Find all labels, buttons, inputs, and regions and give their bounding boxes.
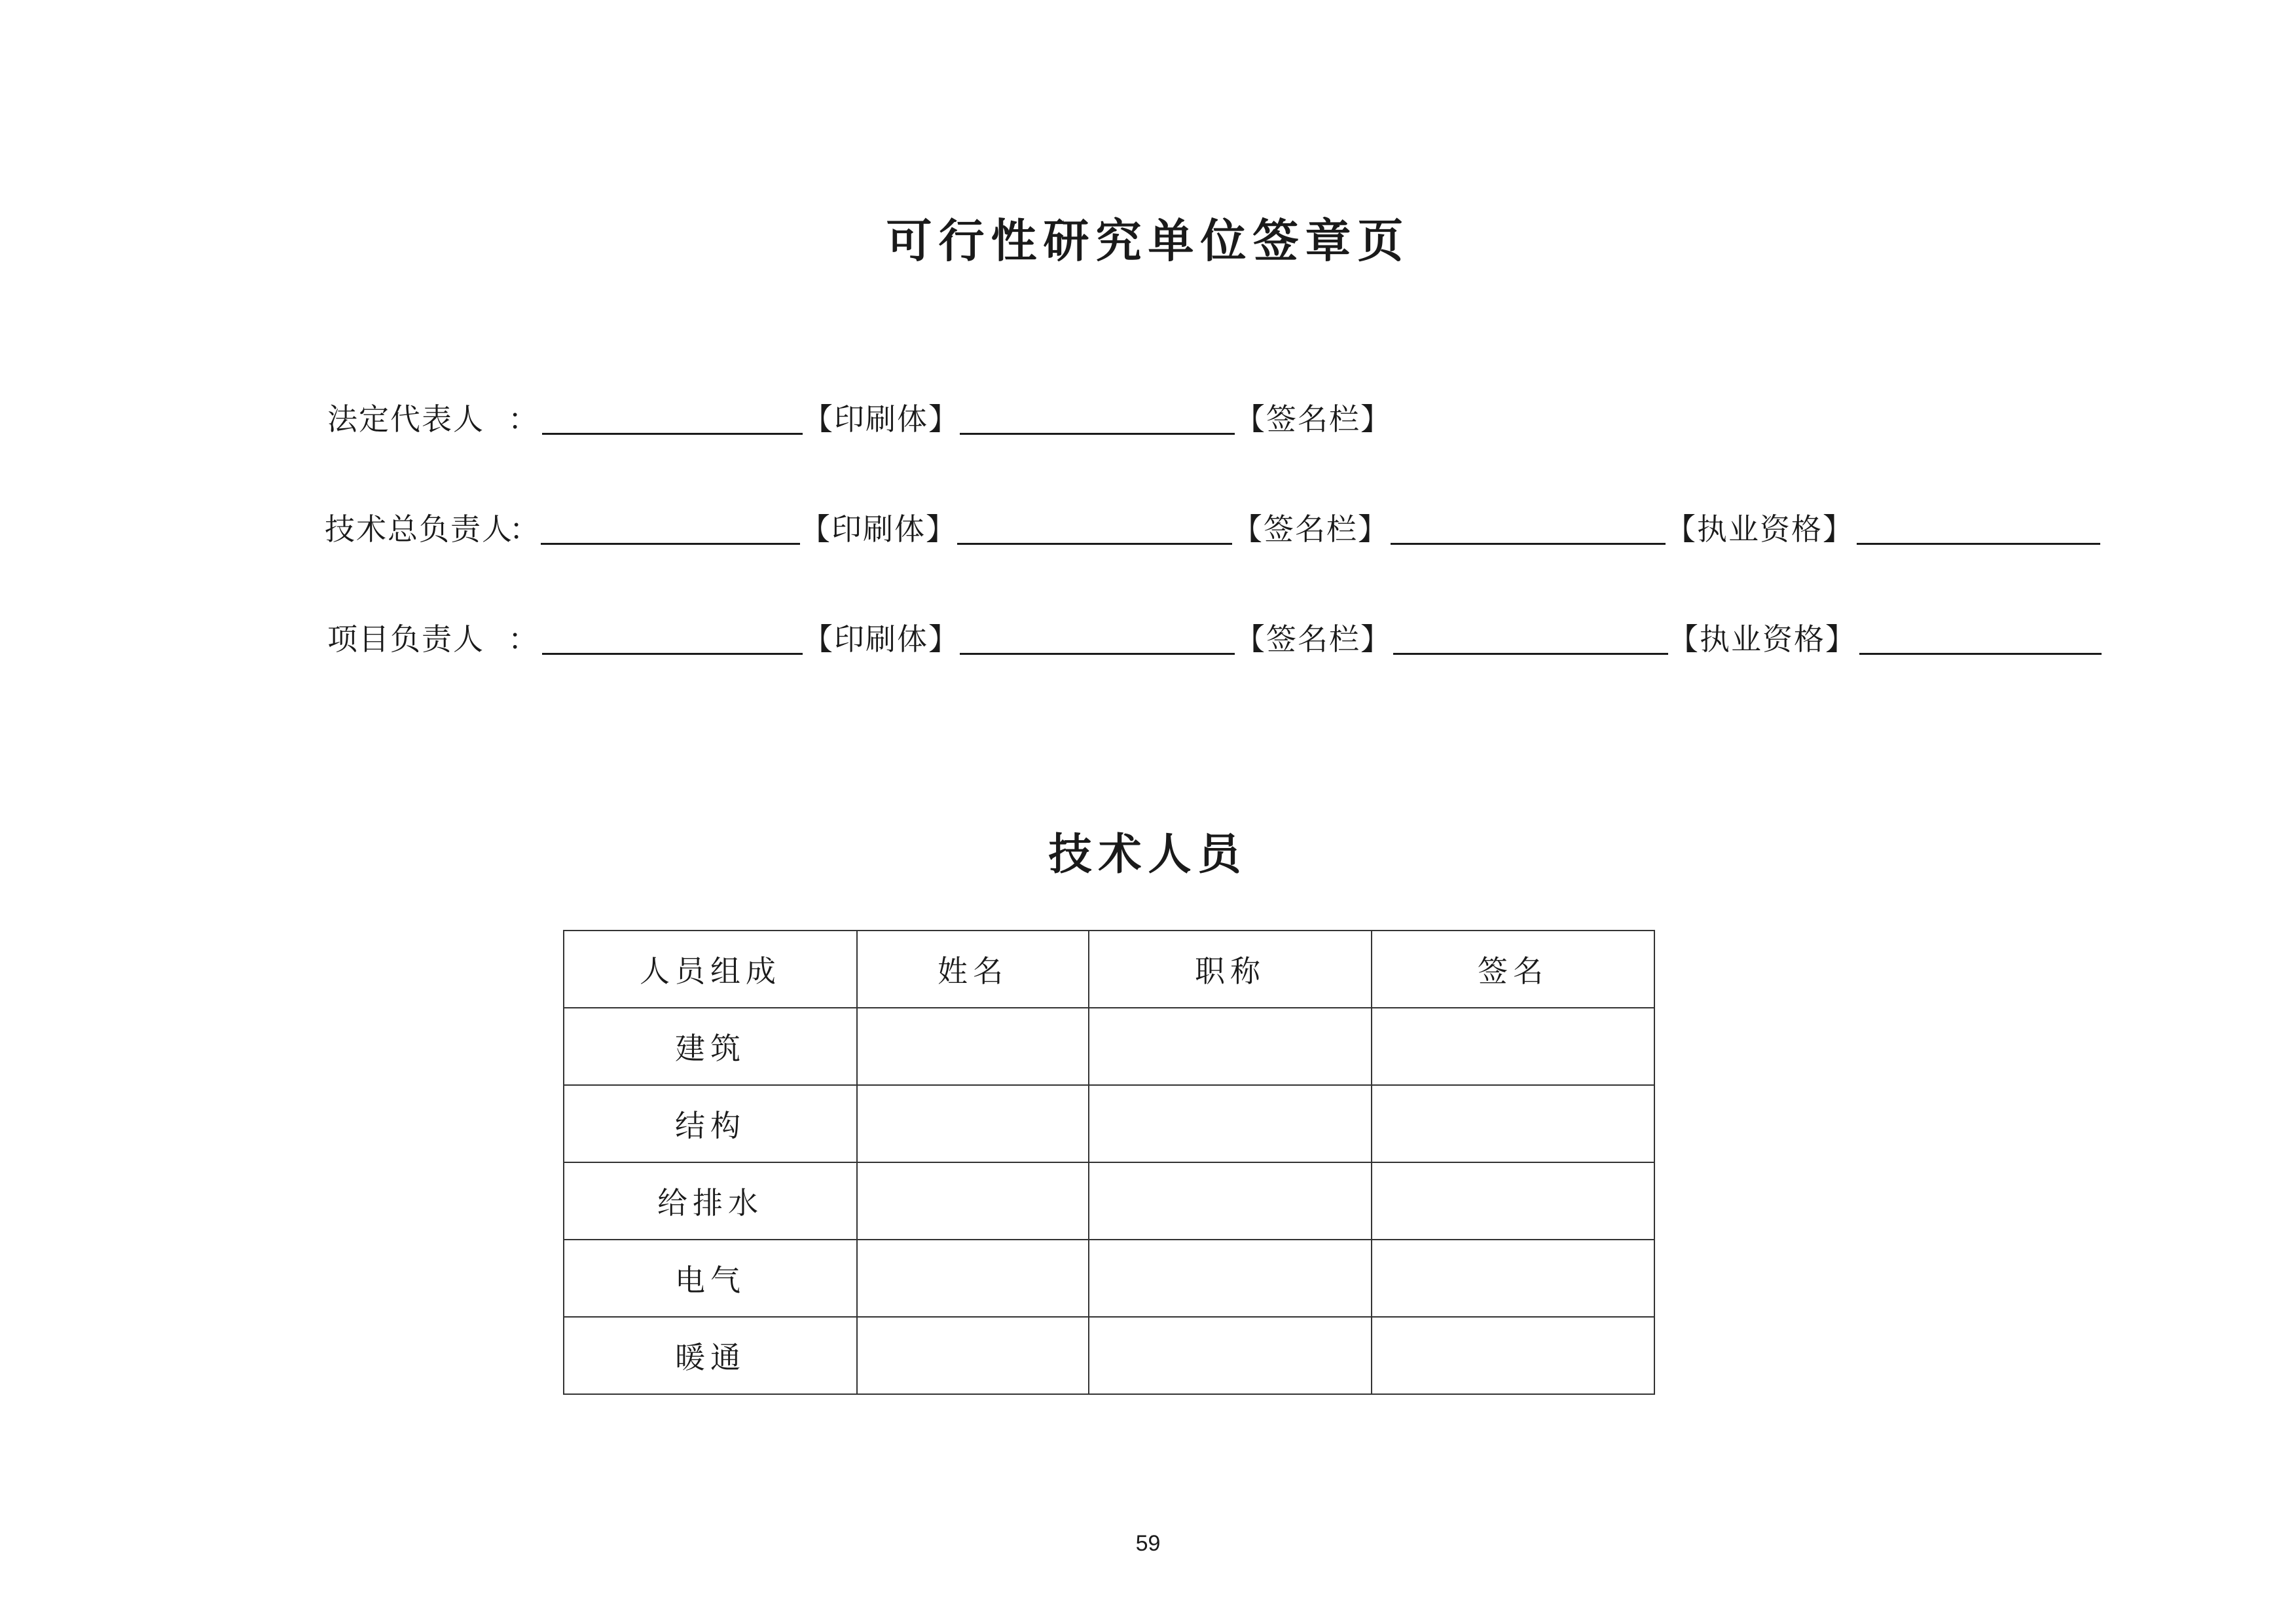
signature-row-technical-director — [0, 503, 2296, 555]
signature-tag: 【签名栏】 — [1232, 511, 1389, 547]
signature-blank[interactable] — [957, 543, 1232, 545]
row-colon: ： — [509, 511, 539, 547]
qualification-tag: 【执业资格】 — [1666, 511, 1854, 547]
table-row — [564, 1162, 1654, 1240]
row-colon: ： — [508, 401, 538, 437]
signature-cell[interactable] — [1372, 1162, 1654, 1240]
header-cell-composition: 人员组成 — [564, 931, 857, 1008]
printed-name-blank[interactable] — [542, 433, 803, 435]
name-cell[interactable] — [857, 1162, 1089, 1240]
discipline-cell: 给排水 — [564, 1162, 857, 1240]
signature-cell[interactable] — [1372, 1240, 1654, 1317]
title-cell[interactable] — [1089, 1085, 1372, 1162]
qualification-tag: 【执业资格】 — [1668, 621, 1857, 657]
printed-name-tag: 【印刷体】 — [800, 511, 957, 547]
table-header-row — [564, 931, 1654, 1008]
discipline-cell: 结构 — [564, 1085, 857, 1162]
name-cell[interactable] — [857, 1008, 1089, 1085]
signature-cell[interactable] — [1372, 1317, 1654, 1394]
signature-blank[interactable] — [960, 653, 1235, 655]
name-cell[interactable] — [857, 1240, 1089, 1317]
title-cell[interactable] — [1089, 1162, 1372, 1240]
table-row — [564, 1240, 1654, 1317]
signature-blank[interactable] — [960, 433, 1235, 435]
header-cell-name: 姓名 — [857, 931, 1089, 1008]
table-row — [564, 1317, 1654, 1394]
printed-name-tag: 【印刷体】 — [803, 401, 960, 437]
title-cell[interactable] — [1089, 1240, 1372, 1317]
printed-name-tag: 【印刷体】 — [803, 621, 960, 657]
staff-table — [563, 930, 1655, 1395]
discipline-cell: 电气 — [564, 1240, 857, 1317]
signature-tag: 【签名栏】 — [1235, 621, 1392, 657]
staff-section-title: 技术人员 — [1048, 829, 1248, 879]
title-cell[interactable] — [1089, 1008, 1372, 1085]
signature-tag: 【签名栏】 — [1235, 401, 1392, 437]
qualification-blank[interactable] — [1391, 543, 1666, 545]
row-colon: ： — [508, 621, 538, 657]
qualification-value-blank[interactable] — [1859, 653, 2102, 655]
row-label: 项目负责人 — [327, 621, 484, 657]
table-row — [564, 1008, 1654, 1085]
signature-cell[interactable] — [1372, 1008, 1654, 1085]
name-cell[interactable] — [857, 1085, 1089, 1162]
name-cell[interactable] — [857, 1317, 1089, 1394]
signature-row-project-manager — [0, 613, 2296, 665]
header-cell-title: 职称 — [1089, 931, 1372, 1008]
qualification-blank[interactable] — [1393, 653, 1668, 655]
page-number: 59 — [1135, 1531, 1161, 1556]
row-label: 技术总负责人 — [325, 511, 513, 547]
qualification-value-blank[interactable] — [1857, 543, 2100, 545]
discipline-cell: 建筑 — [564, 1008, 857, 1085]
header-cell-signature: 签名 — [1372, 931, 1654, 1008]
discipline-cell: 暖通 — [564, 1317, 857, 1394]
page-title: 可行性研究单位签章页 — [886, 214, 1410, 268]
row-label: 法定代表人 — [327, 401, 484, 437]
signature-cell[interactable] — [1372, 1085, 1654, 1162]
table-row — [564, 1085, 1654, 1162]
printed-name-blank[interactable] — [541, 543, 800, 545]
title-cell[interactable] — [1089, 1317, 1372, 1394]
printed-name-blank[interactable] — [542, 653, 803, 655]
signature-row-legal-representative — [0, 393, 2296, 445]
